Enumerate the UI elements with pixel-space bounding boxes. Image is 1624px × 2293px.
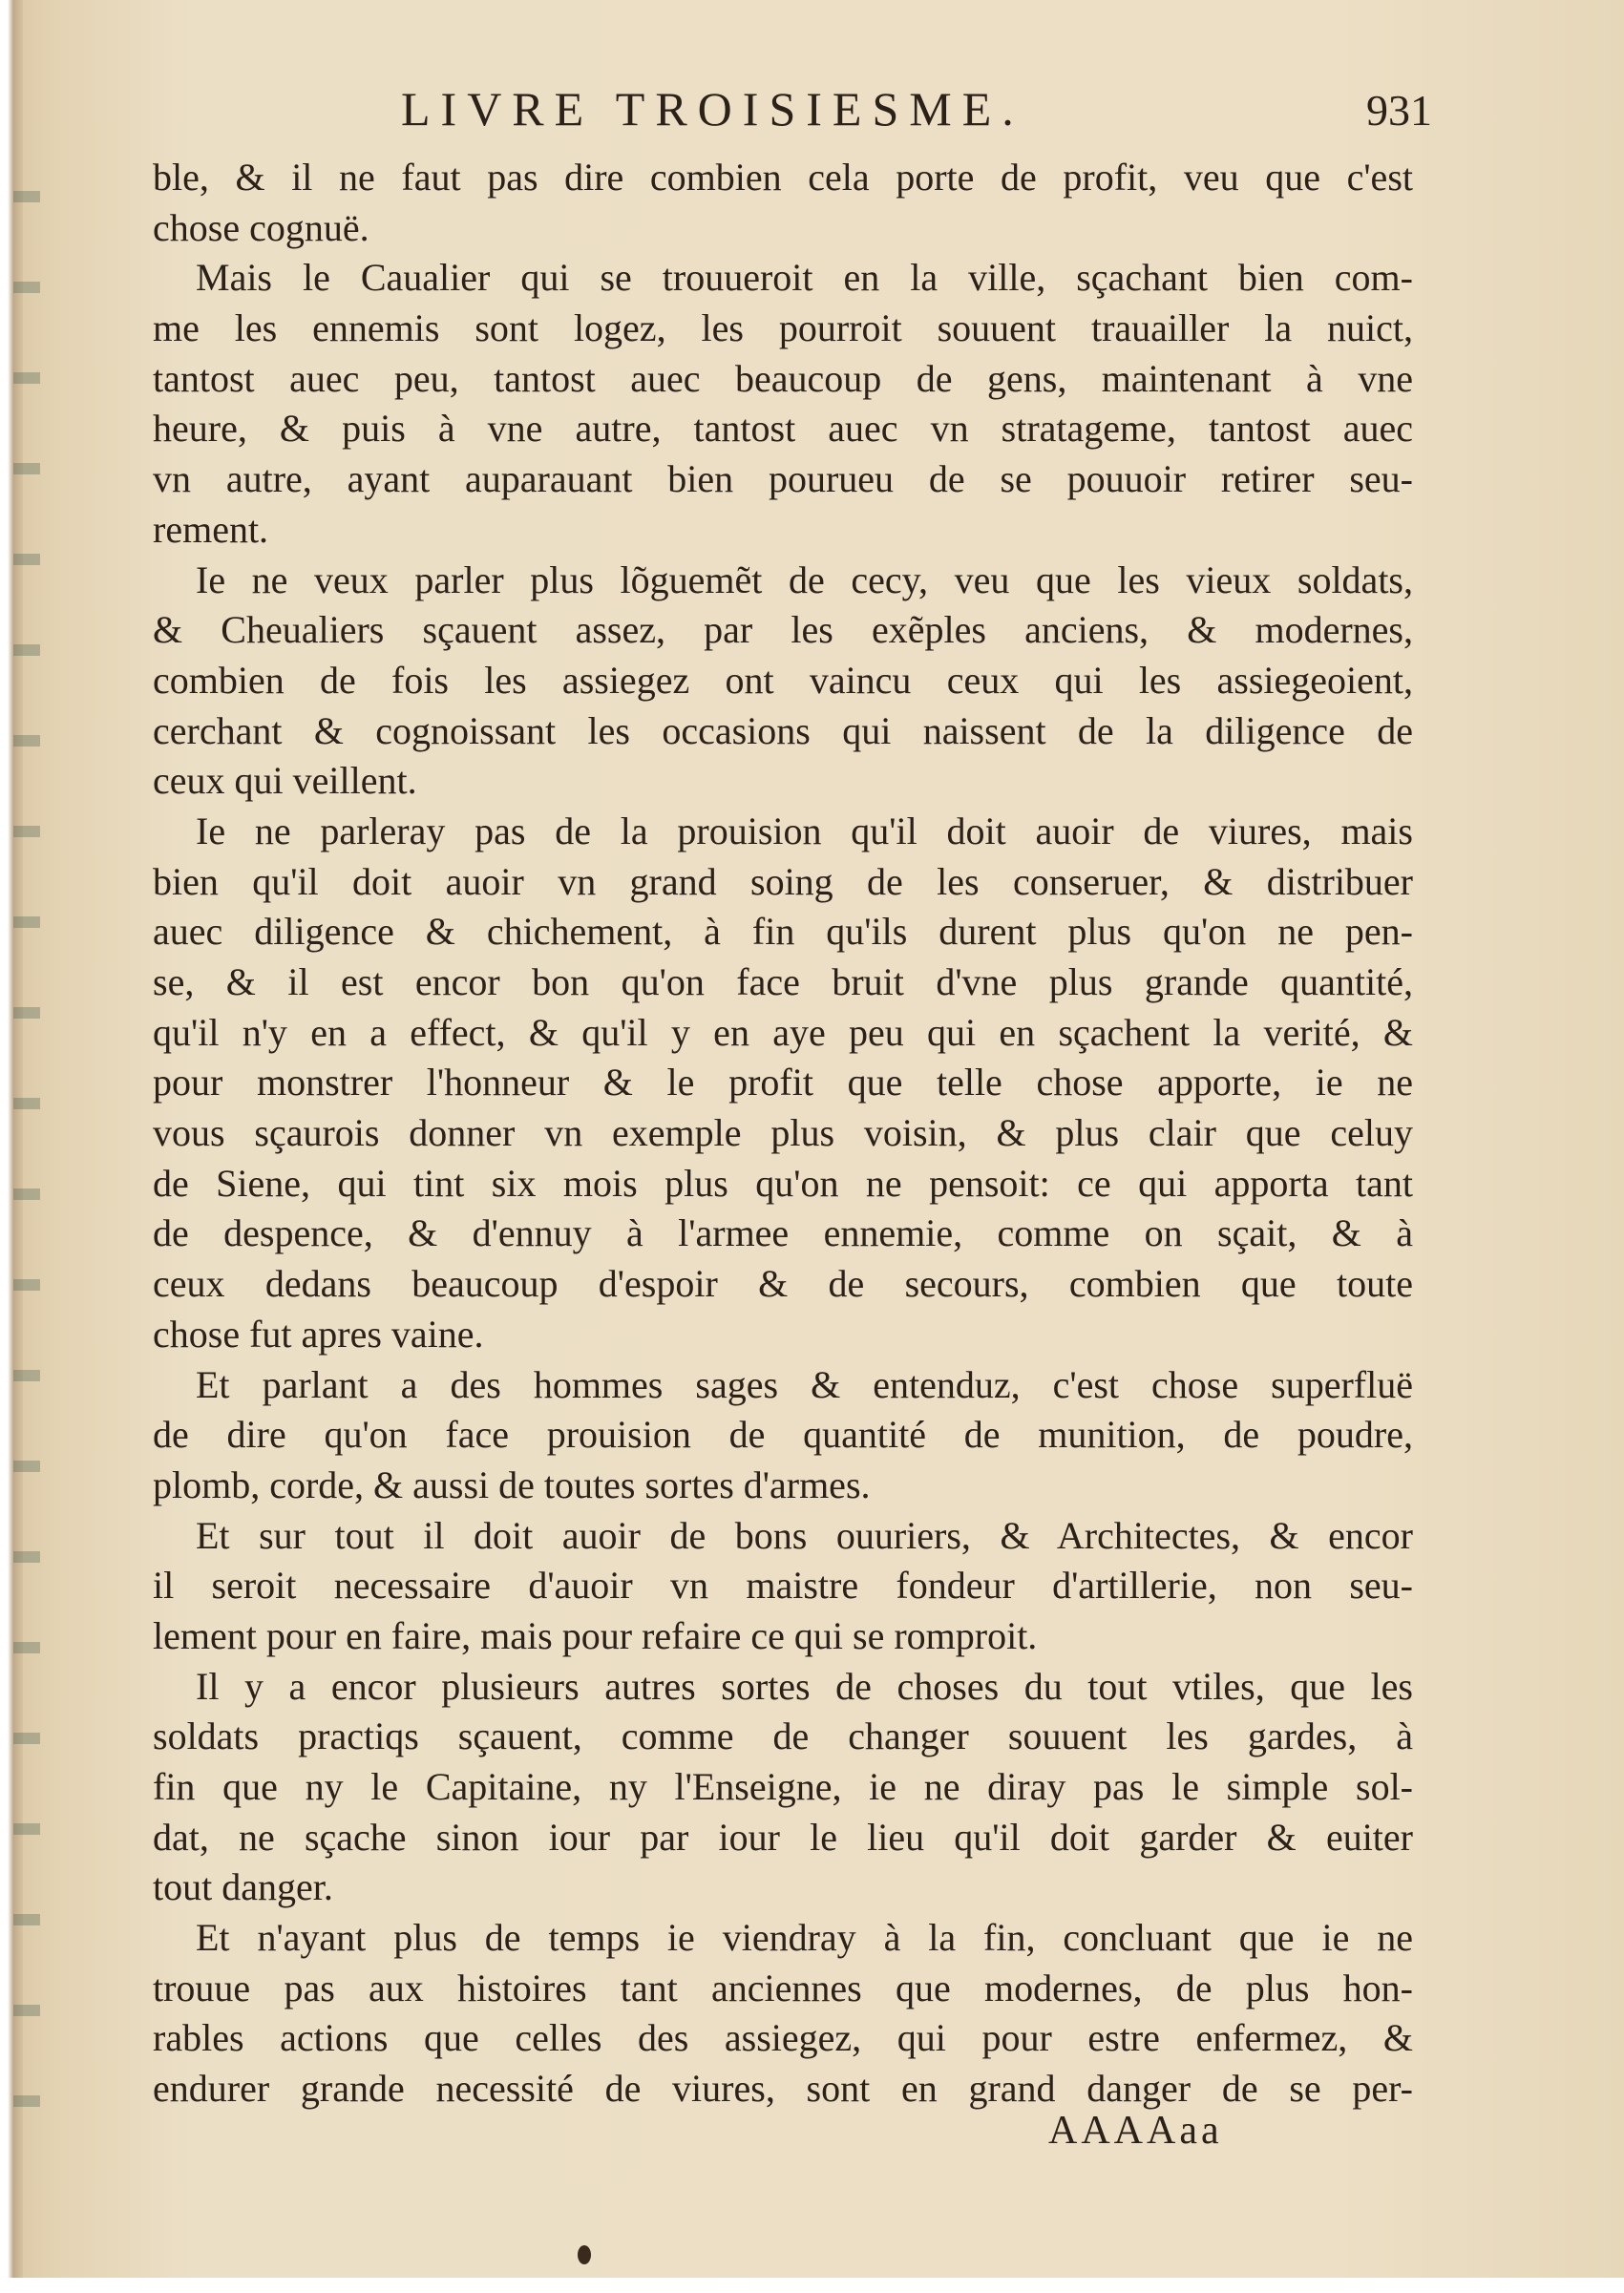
text-line: Il y a encor plusieurs autres sortes de choses du tout vtiles, que les bbox=[196, 1664, 1413, 1708]
text-line: Et parlant a des hommes sages & entenduz, c'est chose superfluë bbox=[196, 1362, 1413, 1406]
text-line: vous sçaurois donner vn exemple plus voisin, & plus clair que celuy bbox=[153, 1111, 1413, 1155]
text-line: tantost auec peu, tantost auec beaucoup de gens, maintenant à vne bbox=[153, 356, 1413, 400]
text-line: vn autre, ayant auparauant bien pourueu de se pouuoir retirer seu- bbox=[153, 457, 1413, 501]
text-line: tout danger. bbox=[153, 1865, 333, 1909]
running-title: LIVRE TROISIESME. bbox=[401, 82, 1024, 136]
text-line: dat, ne sçache sinon iour par iour le lieu qu'il doit garder & euiter bbox=[153, 1815, 1413, 1859]
text-line: auec diligence & chichement, à fin qu'ils durent plus qu'on ne pen- bbox=[153, 910, 1413, 954]
text-line: cerchant & cognoissant les occasions qui naissent de la diligence de bbox=[153, 708, 1413, 752]
text-line: lement pour en faire, mais pour refaire ce qui se romproit. bbox=[153, 1613, 1038, 1657]
signature-mark: AAAAaa bbox=[1048, 2109, 1223, 2153]
text-line: Ie ne veux parler plus lõguemẽt de cecy, veu que les vieux soldats, bbox=[196, 557, 1413, 601]
text-line: Et n'ayant plus de temps ie viendray à la fin, concluant que ie ne bbox=[196, 1916, 1413, 1960]
text-line: de despence, & d'ennuy à l'armee ennemie, comme on sçait, & à bbox=[153, 1211, 1413, 1255]
text-line: & Cheualiers sçauent assez, par les exẽples anciens, & modernes, bbox=[153, 608, 1413, 652]
text-line: Ie ne parleray pas de la prouision qu'il doit auoir de viures, mais bbox=[196, 809, 1413, 852]
text-line: se, & il est encor bon qu'on face bruit d'vne plus grande quantité, bbox=[153, 960, 1413, 1003]
text-line: endurer grande necessité de viures, sont en grand danger de se per- bbox=[153, 2067, 1413, 2111]
text-line: me les ennemis sont logez, les pourroit souuent trauailler la nuict, bbox=[153, 306, 1413, 350]
text-line: ceux qui veillent. bbox=[153, 759, 417, 803]
text-line: de dire qu'on face prouision de quantité de munition, de poudre, bbox=[153, 1413, 1413, 1457]
gutter-stain bbox=[13, 153, 40, 2157]
text-line: ceux dedans beaucoup d'espoir & de secours, combien que toute bbox=[153, 1262, 1413, 1306]
text-line: ble, & il ne faut pas dire combien cela porte de profit, veu que c'est bbox=[153, 156, 1413, 199]
text-line: Et sur tout il doit auoir de bons ouuriers, & Architectes, & encor bbox=[196, 1513, 1413, 1557]
text-line: Mais le Caualier qui se trouueroit en la ville, sçachant bien com- bbox=[196, 256, 1413, 300]
text-line: chose cognuë. bbox=[153, 205, 369, 249]
ink-blot bbox=[578, 2245, 591, 2264]
body-text bbox=[153, 153, 1413, 2114]
text-line: rables actions que celles des assiegez, qui pour estre enfermez, & bbox=[153, 2016, 1413, 2060]
text-line: il seroit necessaire d'auoir vn maistre fondeur d'artillerie, non seu- bbox=[153, 1564, 1413, 1608]
running-head bbox=[153, 81, 1432, 138]
text-line: soldats practiqs sçauent, comme de changer souuent les gardes, à bbox=[153, 1714, 1413, 1758]
text-line: fin que ny le Capitaine, ny l'Enseigne, ie ne diray pas le simple sol- bbox=[153, 1765, 1413, 1808]
text-line: trouue pas aux histoires tant anciennes que modernes, de plus hon- bbox=[153, 1966, 1413, 2009]
text-line: chose fut apres vaine. bbox=[153, 1312, 484, 1356]
page-number: 931 bbox=[1366, 86, 1432, 135]
text-line: rement. bbox=[153, 507, 269, 551]
text-line: qu'il n'y en a effect, & qu'il y en aye peu qui en sçachent la verité, & bbox=[153, 1010, 1413, 1054]
text-line: combien de fois les assiegez ont vaincu ceux qui les assiegeoient, bbox=[153, 658, 1413, 702]
text-line: pour monstrer l'honneur & le profit que telle chose apporte, ie ne bbox=[153, 1061, 1413, 1104]
scan-border bbox=[0, 2278, 1624, 2293]
text-line: heure, & puis à vne autre, tantost auec vn stratageme, tantost auec bbox=[153, 407, 1413, 451]
text-line: de Siene, qui tint six mois plus qu'on ne pensoit: ce qui apporta tant bbox=[153, 1161, 1413, 1205]
text-line: plomb, corde, & aussi de toutes sortes d'armes. bbox=[153, 1462, 871, 1506]
text-line: bien qu'il doit auoir vn grand soing de les conseruer, & distribuer bbox=[153, 859, 1413, 903]
